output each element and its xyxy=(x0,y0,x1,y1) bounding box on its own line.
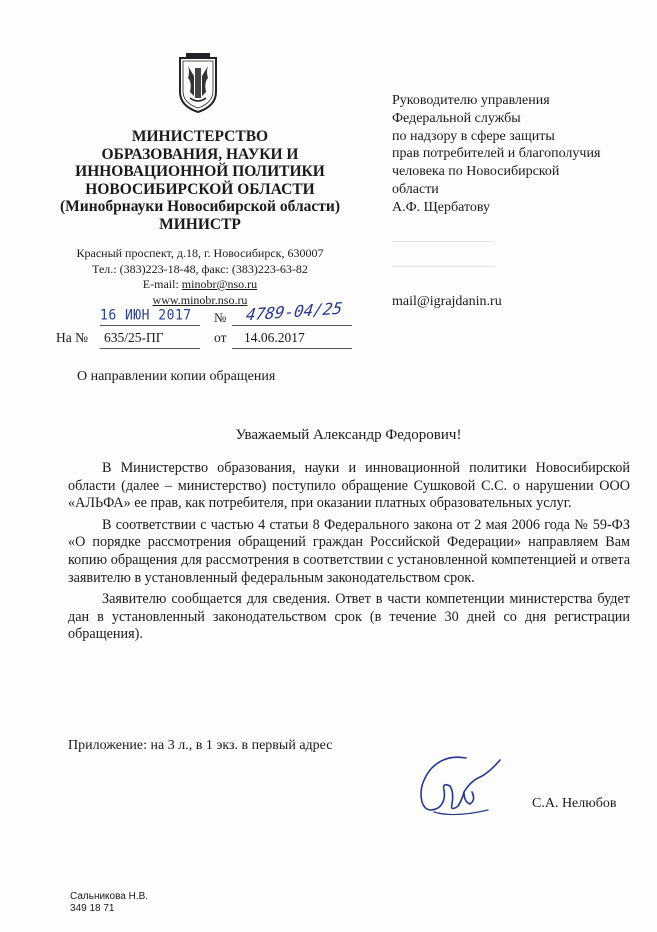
addressee-line: по надзору в сфере защиты xyxy=(392,128,555,144)
ministry-phone: Тел.: (383)223-18-48, факс: (383)223-63-82 xyxy=(92,261,308,276)
body-paragraph: В Министерство образования, науки и инновационной политики Новосибирской области (далее – министерство) поступило обращение Сушковой С.С. о нарушении ООО «АЛЬФА» ее прав, как потребителя, при оказании платных образовательных услуг. xyxy=(68,460,630,512)
executor-phone: 349 18 71 xyxy=(70,903,115,914)
letterhead-line: МИНИСТЕРСТВО xyxy=(131,128,269,145)
handwritten-signature-icon xyxy=(404,752,514,832)
reference-number-label: На № xyxy=(56,330,88,345)
letter-body xyxy=(68,460,630,648)
divider xyxy=(100,325,200,326)
letter-subject: О направлении копии обращения xyxy=(77,369,276,384)
body-paragraph: Заявителю сообщается для сведения. Ответ в части компетенции министерства будет дан в установленный законодательством срок (в течение 30 дней со дня регистрации обращения). xyxy=(68,591,630,643)
outgoing-number: 4789-04/25 xyxy=(244,298,344,325)
divider xyxy=(392,266,494,267)
body-paragraph: В соответствии с частью 4 статьи 8 Федерального закона от 2 мая 2006 года № 59-ФЗ «О порядке рассмотрения обращений граждан Российской Федерации» направляем Вам копию обращения для рассмотрения в соответствии с установленной компетенцией и ответа заявителю в установленный федеральным законодательством срок. xyxy=(68,516,630,586)
addressee-email: mail@igrajdanin.ru xyxy=(392,294,502,309)
ministry-contacts xyxy=(50,246,350,308)
divider xyxy=(100,348,200,349)
ministry-letterhead xyxy=(40,128,360,233)
addressee-block xyxy=(392,92,642,217)
attachment-note: Приложение: на 3 л., в 1 экз. в первый адрес xyxy=(68,738,333,753)
ministry-website-link[interactable]: www.minobr.nso.ru xyxy=(152,292,248,307)
addressee-line: прав потребителей и благополучия xyxy=(392,146,601,162)
addressee-line: области xyxy=(392,181,439,197)
letterhead-line: ИННОВАЦИОННОЙ ПОЛИТИКИ xyxy=(75,163,325,180)
letterhead-line: (Минобрнауки Новосибирской области) xyxy=(59,198,340,215)
coat-of-arms-icon xyxy=(176,52,220,114)
addressee-name: А.Ф. Щербатову xyxy=(392,199,491,215)
addressee-line: Руководителю управления xyxy=(392,93,550,108)
ministry-email-link[interactable]: minobr@nso.ru xyxy=(181,277,258,291)
divider xyxy=(232,348,352,349)
letterhead-line: НОВОСИБИРСКОЙ ОБЛАСТИ xyxy=(85,180,315,198)
number-sign: № xyxy=(214,310,227,325)
ministry-address: Красный проспект, д.18, г. Новосибирск, 630007 xyxy=(76,246,324,260)
letterhead-line: МИНИСТР xyxy=(159,215,241,233)
letterhead-line: ОБРАЗОВАНИЯ, НАУКИ И xyxy=(101,145,299,163)
addressee-line: Федеральной службы xyxy=(392,110,521,126)
greeting: Уважаемый Александр Федорович! xyxy=(235,427,462,443)
addressee-line: человека по Новосибирской xyxy=(392,164,560,180)
reference-date-label: от xyxy=(214,330,227,345)
divider xyxy=(232,325,352,326)
signer-name: С.А. Нелюбов xyxy=(532,796,617,811)
ministry-email-row xyxy=(50,277,350,293)
executor-name: Сальникова Н.В. xyxy=(70,891,149,902)
email-label: E-mail: xyxy=(142,277,182,291)
divider xyxy=(392,241,494,242)
reference-number-value: 635/25-ПГ xyxy=(104,330,164,345)
executor-info xyxy=(70,891,148,915)
registration-date-stamp: 16 ИЮН 2017 xyxy=(100,307,192,324)
reference-date-value: 14.06.2017 xyxy=(244,330,305,345)
